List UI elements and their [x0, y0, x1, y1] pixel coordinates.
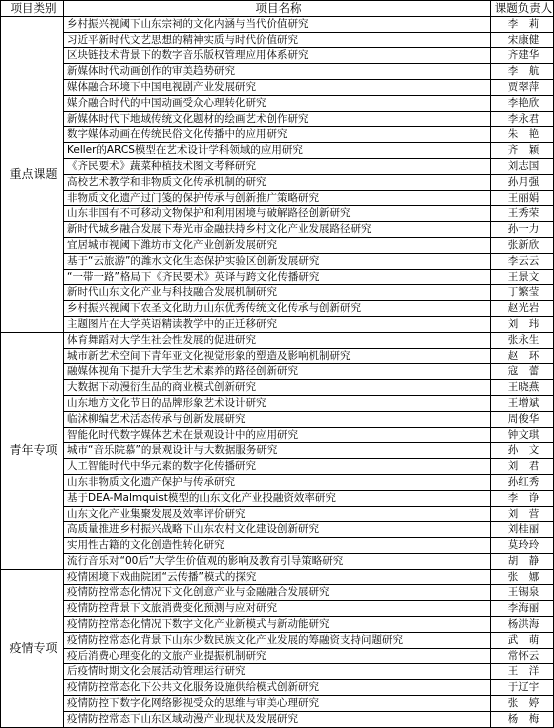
- project-title-cell: 疫情防控常态化情况下文化创意产业与金融融合发展研究: [64, 585, 491, 601]
- project-title-cell: 媒体融合环境下中国电视剧产业发展研究: [64, 79, 491, 95]
- table-row: [1, 190, 554, 206]
- table-row: [1, 111, 554, 127]
- project-leader-cell: 孙 文: [491, 443, 554, 459]
- project-leader-cell: 刘 玮: [491, 316, 554, 332]
- table-row: [1, 617, 554, 633]
- table-row: [1, 490, 554, 506]
- table-row: [1, 143, 554, 159]
- project-title-cell: 疫情防控下数字化网络影视受众的思维与审美心理研究: [64, 696, 491, 712]
- table-row: [1, 285, 554, 301]
- table-row: [1, 364, 554, 380]
- table-row: [1, 301, 554, 317]
- project-title-cell: Keller的ARCS模型在艺术设计学科领域的应用研究: [64, 143, 491, 159]
- table-row: [1, 127, 554, 143]
- project-title-cell: 疫后消费心理变化的文旅产业提振机制研究: [64, 648, 491, 664]
- project-title-cell: 融媒体视角下提升大学生艺术素养的路径创新研究: [64, 364, 491, 380]
- table-row: [1, 332, 554, 348]
- project-leader-cell: 杨 梅: [491, 711, 554, 727]
- project-title-cell: 后疫情时期文化会展活动管理运行研究: [64, 664, 491, 680]
- table-row: [1, 632, 554, 648]
- table-row: [1, 64, 554, 80]
- project-title-cell: 智能化时代数字媒体艺术在景观设计中的应用研究: [64, 427, 491, 443]
- table-row: [1, 585, 554, 601]
- project-title-cell: 习近平新时代文艺思想的精神实质与时代价值研究: [64, 32, 491, 48]
- project-leader-cell: 李 莉: [491, 16, 554, 32]
- table-row: [1, 569, 554, 585]
- project-leader-cell: 刘志国: [491, 158, 554, 174]
- project-title-cell: 疫情防控常态化情况下数字文化产业新模式与新动能研究: [64, 617, 491, 633]
- project-leader-cell: 王增斌: [491, 395, 554, 411]
- project-title-cell: 新时代城乡融合发展下寿光市金融扶持乡村文化产业发展路径研究: [64, 222, 491, 238]
- table-row: [1, 316, 554, 332]
- project-title-cell: 乡村振兴视阈下山东宗祠的文化内涵与当代价值研究: [64, 16, 491, 32]
- table-row: [1, 601, 554, 617]
- header-row: [1, 1, 554, 17]
- header-title: 项目名称: [64, 1, 491, 17]
- header-category: 项目类别: [1, 1, 64, 17]
- project-leader-cell: 赵光岩: [491, 301, 554, 317]
- project-title-cell: 区块链技术背景下的数字音乐版权管理应用体系研究: [64, 48, 491, 64]
- table-row: [1, 522, 554, 538]
- project-title-cell: 城市新艺术空间下青年亚文化视觉形象的塑造及影响机制研究: [64, 348, 491, 364]
- project-leader-cell: 王锡泉: [491, 585, 554, 601]
- project-title-cell: 山东地方文化节日的品牌形象艺术设计研究: [64, 395, 491, 411]
- table-row: [1, 411, 554, 427]
- project-title-cell: 宜居城市视阈下潍坊市文化产业创新发展研究: [64, 237, 491, 253]
- project-leader-cell: 武 萌: [491, 632, 554, 648]
- project-leader-cell: 王晓燕: [491, 380, 554, 396]
- project-title-cell: “一带一路”格局下《齐民要术》英译与跨文化传播研究: [64, 269, 491, 285]
- project-title-cell: 《齐民要术》蔬菜种植技术图文考释研究: [64, 158, 491, 174]
- project-leader-cell: 胡 静: [491, 553, 554, 569]
- table-row: [1, 553, 554, 569]
- table-row: [1, 427, 554, 443]
- table-row: [1, 474, 554, 490]
- project-leader-cell: 李云云: [491, 253, 554, 269]
- project-leader-cell: 孙一力: [491, 222, 554, 238]
- table-row: [1, 253, 554, 269]
- project-leader-cell: 张新欣: [491, 237, 554, 253]
- project-leader-cell: 莫玲玲: [491, 538, 554, 554]
- project-title-cell: 非物质文化遗产过门笺的保护传承与创新推广策略研究: [64, 190, 491, 206]
- project-title-cell: 疫情防控常态下山东区域动漫产业现状及发展研究: [64, 711, 491, 727]
- project-title-cell: 新时代山东文化产业与科技融合发展机制研究: [64, 285, 491, 301]
- table-row: [1, 269, 554, 285]
- project-leader-cell: 刘 营: [491, 506, 554, 522]
- project-leader-cell: 张 娜: [491, 569, 554, 585]
- table-row: [1, 459, 554, 475]
- project-title-cell: 新媒体时代动画创作的审美趋势研究: [64, 64, 491, 80]
- table-row: [1, 380, 554, 396]
- project-leader-cell: 丁繁莹: [491, 285, 554, 301]
- project-title-cell: 临沭柳编艺术活态传承与创新发展研究: [64, 411, 491, 427]
- project-title-cell: 山东非国有不可移动文物保护和利用困境与破解路径创新研究: [64, 206, 491, 222]
- project-title-cell: 乡村振兴视阈下农圣文化助力山东优秀传统文化传承与创新研究: [64, 301, 491, 317]
- project-leader-cell: 齐建华: [491, 48, 554, 64]
- project-title-cell: 大数据下动漫衍生品的商业模式创新研究: [64, 380, 491, 396]
- table-row: [1, 506, 554, 522]
- project-title-cell: 高校艺术教学和非物质文化传承机制的研究: [64, 174, 491, 190]
- project-leader-cell: 李艳欣: [491, 95, 554, 111]
- project-title-cell: 流行音乐对“00后”大学生价值观的影响及教育引导策略研究: [64, 553, 491, 569]
- project-title-cell: 城市“音乐院慕”的景观设计与大数据服务研究: [64, 443, 491, 459]
- project-title-cell: 疫情防控背景下文旅消费变化预测与应对研究: [64, 601, 491, 617]
- project-leader-cell: 张 婷: [491, 696, 554, 712]
- table-row: [1, 95, 554, 111]
- project-leader-cell: 宋康健: [491, 32, 554, 48]
- project-leader-cell: 李 诤: [491, 490, 554, 506]
- project-leader-cell: 于辽宇: [491, 680, 554, 696]
- project-title-cell: 体育舞蹈对大学生社会性发展的促进研究: [64, 332, 491, 348]
- project-leader-cell: 王丽娟: [491, 190, 554, 206]
- project-leader-cell: 朱 艳: [491, 127, 554, 143]
- table-row: [1, 395, 554, 411]
- table-row: [1, 48, 554, 64]
- table-row: [1, 538, 554, 554]
- project-title-cell: 人工智能时代中华元素的数字化传播研究: [64, 459, 491, 475]
- project-title-cell: 山东非物质文化遗产保护与传承研究: [64, 474, 491, 490]
- table-row: [1, 664, 554, 680]
- table-row: [1, 648, 554, 664]
- project-table-body: [1, 1, 554, 728]
- project-leader-cell: 周俊华: [491, 411, 554, 427]
- project-leader-cell: 李永君: [491, 111, 554, 127]
- project-title-cell: 实用性古籍的文化创造性转化研究: [64, 538, 491, 554]
- table-row: [1, 237, 554, 253]
- project-title-cell: 数字媒体动画在传统民俗文化传播中的应用研究: [64, 127, 491, 143]
- project-leader-cell: 孙红秀: [491, 474, 554, 490]
- category-cell: 青年专项: [1, 332, 64, 569]
- project-leader-cell: 李 航: [491, 64, 554, 80]
- table-row: [1, 206, 554, 222]
- table-row: [1, 696, 554, 712]
- table-row: [1, 348, 554, 364]
- project-leader-cell: 赵 环: [491, 348, 554, 364]
- project-leader-cell: 寇 蕾: [491, 364, 554, 380]
- project-leader-cell: 王景文: [491, 269, 554, 285]
- table-row: [1, 32, 554, 48]
- project-leader-cell: 贾翠萍: [491, 79, 554, 95]
- project-title-cell: 疫情防控常态化背景下山东少数民族文化产业发展的筹融资支持问题研究: [64, 632, 491, 648]
- project-title-cell: 疫情困境下戏曲院团“云传播”模式的探究: [64, 569, 491, 585]
- category-cell: 疫情专项: [1, 569, 64, 727]
- header-person: 课题负责人: [491, 1, 554, 17]
- table-row: [1, 16, 554, 32]
- project-leader-cell: 常怀云: [491, 648, 554, 664]
- project-leader-cell: 张永生: [491, 332, 554, 348]
- project-title-cell: 高质量推进乡村振兴战略下山东农村文化建设创新研究: [64, 522, 491, 538]
- project-leader-cell: 刘桂丽: [491, 522, 554, 538]
- project-title-cell: 基于“云旅游”的潍水文化生态保护实验区创新发展研究: [64, 253, 491, 269]
- project-title-cell: 疫情防控常态化下公共文化服务设施供给模式创新研究: [64, 680, 491, 696]
- table-row: [1, 680, 554, 696]
- project-title-cell: 基于DEA-Malmquist模型的山东文化产业投融资效率研究: [64, 490, 491, 506]
- project-title-cell: 主题图片在大学英语精读教学中的正迁移研究: [64, 316, 491, 332]
- project-leader-cell: 孙月强: [491, 174, 554, 190]
- table-row: [1, 158, 554, 174]
- table-row: [1, 174, 554, 190]
- project-leader-cell: 李海丽: [491, 601, 554, 617]
- project-title-cell: 新媒体时代下地域传统文化题材的绘画艺术创作研究: [64, 111, 491, 127]
- project-leader-cell: 刘 君: [491, 459, 554, 475]
- table-row: [1, 443, 554, 459]
- category-cell: 重点课题: [1, 16, 64, 332]
- table-row: [1, 711, 554, 727]
- project-leader-cell: 杨洪海: [491, 617, 554, 633]
- project-title-cell: 媒介融合时代的中国动画受众心理转化研究: [64, 95, 491, 111]
- project-leader-cell: 钟文琪: [491, 427, 554, 443]
- project-leader-cell: 王秀荣: [491, 206, 554, 222]
- project-leader-cell: 齐 颖: [491, 143, 554, 159]
- table-row: [1, 222, 554, 238]
- table-row: [1, 79, 554, 95]
- project-title-cell: 山东文化产业集聚发展及效率评价研究: [64, 506, 491, 522]
- project-leader-cell: 王 洋: [491, 664, 554, 680]
